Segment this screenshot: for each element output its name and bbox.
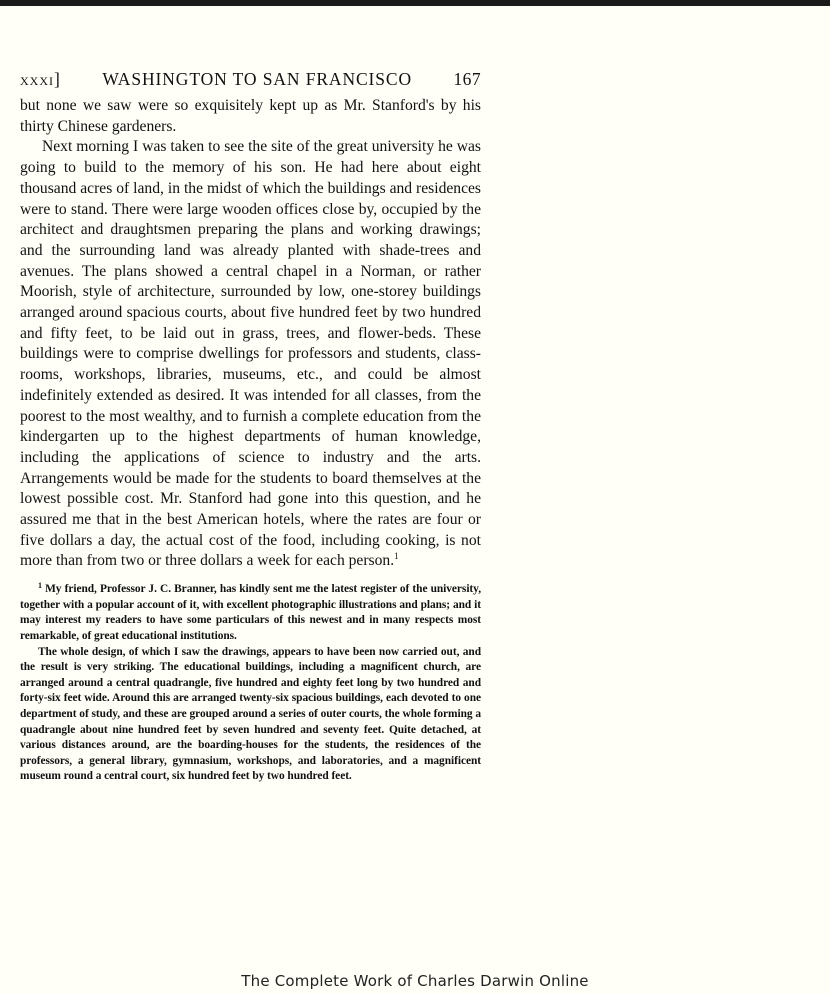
footnote (20, 582, 481, 644)
main-text (20, 96, 481, 572)
footnote-marker: 1 (38, 581, 42, 591)
page-number: 167 (453, 69, 481, 89)
site-credit: The Complete Work of Charles Darwin Online (241, 972, 589, 990)
footnote-continuation: The whole design, of which I saw the drawings, appears to have been now carried out, and the result is very striking. The educational buildings, including a magnificent church, are arranged around a central quadrangle, five hundred and eighty feet long by two hundred and forty-six feet wide. Around this are arranged twenty-six spacious buildings, each devoted to one department of study, and these are grouped around a series of outer courts, the whole forming a quadrangle about nine hundred feet by seven hundred and seventy feet. Quite detached, at various distances around, are the boarding-houses for the students, the residences of the professors, a general library, gymnasium, workshops, and laboratories, and a magnificent museum round a central court, six hundred feet by two hundred feet. (20, 645, 481, 783)
footnotes (20, 582, 481, 785)
chapter-number: xxxi] (20, 69, 61, 89)
running-head (20, 64, 481, 94)
top-border (0, 0, 830, 6)
footnote-reference[interactable]: 1 (394, 551, 399, 562)
body-paragraph-text: Next morning I was taken to see the site of the great university he was going to build to the memory of his son. He had here about eight thousand acres of land, in the midst of which the buildings and residences were to stand. There were large wooden offices close by, occupied by the architect and draughtsmen preparing the plans and working drawings; and the surrounding land was already planted with shade-trees and avenues. The plans showed a central chapel in a Norman, or rather Moorish, style of architecture, surrounded by low, one-storey buildings arranged around spacious courts, about five hundred feet by two hundred and fifty feet, to be laid out in grass, trees, and flower-beds. These buildings were to comprise dwellings for professors and students, class-rooms, workshops, libraries, museums, etc., and could be almost indefinitely extended as desired. It was intended for all classes, from the poorest to the most wealthy, and to furnish a complete education from the kindergarten up to the highest departments of human knowledge, including the applications of science to industry and the arts. Arrangements would be made for the students to board themselves at the lowest possible cost. Mr. Stanford had gone into this question, and he assured me that in the best American hotels, where the rates are four or five dollars a day, the actual cost of the food, including cooking, is not more than from two or three dollars a week for each person. (20, 138, 481, 570)
body-paragraph: but none we saw were so exquisitely kept up as Mr. Stanford's by his thirty Chinese gardeners. (20, 97, 481, 135)
book-page (20, 64, 481, 785)
running-title: WASHINGTON TO SAN FRANCISCO (102, 69, 413, 89)
footnote-text: My friend, Professor J. C. Branner, has kindly sent me the latest register of the university, together with a popular account of it, with excellent photographic illustrations and plans; and it may interest my readers to have some particulars of this newest and in many respects most remarkable, of great educational institutions. (20, 583, 481, 642)
body-paragraph (20, 137, 481, 572)
